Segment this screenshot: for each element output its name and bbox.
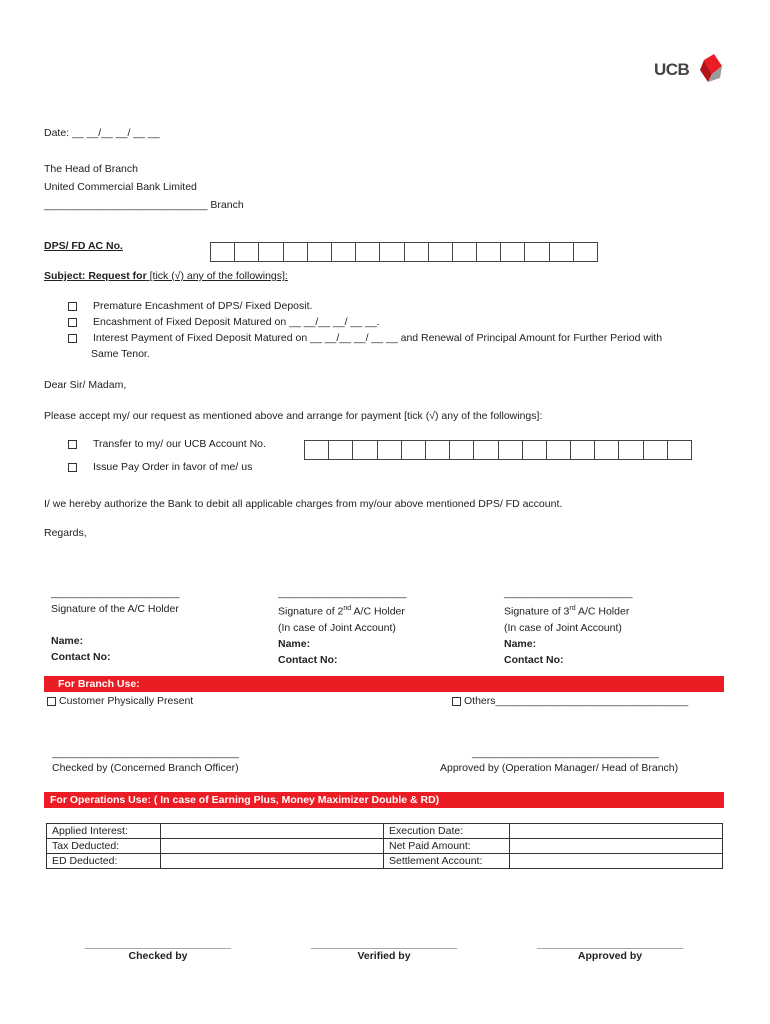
checkbox[interactable] — [68, 334, 77, 343]
digit-box[interactable] — [547, 440, 571, 460]
customer-present-option[interactable]: Customer Physically Present — [47, 695, 193, 707]
logo-text: UCB — [654, 60, 690, 79]
digit-box[interactable] — [644, 440, 668, 460]
subject-option-1[interactable]: Premature Encashment of DPS/ Fixed Deposit. — [68, 300, 312, 312]
signature-title: Signature of 2nd A/C Holder — [278, 605, 405, 618]
signature-holder-2[interactable] — [278, 585, 406, 668]
digit-box[interactable] — [477, 242, 501, 262]
digit-box[interactable] — [211, 242, 235, 262]
table-cell-input[interactable] — [510, 824, 723, 839]
table-row — [47, 854, 723, 869]
subject-label: Subject: Request for — [44, 270, 147, 282]
digit-box[interactable] — [550, 242, 574, 262]
subject-line — [44, 270, 288, 282]
branch-use-header: For Branch Use: — [44, 676, 724, 692]
digit-box[interactable] — [501, 242, 525, 262]
contact-label: Contact No: — [278, 653, 338, 666]
signature-line: _________________________ — [311, 938, 457, 950]
table-cell-label: Applied Interest: — [47, 824, 161, 839]
digit-box[interactable] — [405, 242, 429, 262]
digit-box[interactable] — [474, 440, 498, 460]
table-cell-input[interactable] — [510, 854, 723, 869]
subject-option-2[interactable]: Encashment of Fixed Deposit Matured on __ __/__ __/ __ __. — [68, 316, 380, 328]
salutation: Dear Sir/ Madam, — [44, 379, 127, 391]
signature-label: Approved by — [577, 950, 643, 962]
checkbox[interactable] — [47, 697, 56, 706]
operations-table — [46, 823, 723, 869]
signature-note: (In case of Joint Account) — [278, 621, 396, 634]
footer-approved-by[interactable] — [530, 938, 690, 962]
digit-box[interactable] — [450, 440, 474, 460]
checked-by-label: Checked by (Concerned Branch Officer) — [52, 762, 239, 774]
signature-label: Checked by — [128, 950, 188, 962]
signature-line: _________________________ — [85, 938, 231, 950]
date-line[interactable]: Date: __ __/__ __/ __ __ — [44, 127, 160, 139]
checkbox[interactable] — [68, 302, 77, 311]
checkbox[interactable] — [68, 318, 77, 327]
digit-box[interactable] — [284, 242, 308, 262]
digit-box[interactable] — [402, 440, 426, 460]
table-cell-label: Execution Date: — [384, 824, 510, 839]
digit-box[interactable] — [571, 440, 595, 460]
table-cell-label: ED Deducted: — [47, 854, 161, 869]
table-cell-label: Net Paid Amount: — [384, 839, 510, 854]
account-label: DPS/ FD AC No. — [44, 240, 123, 252]
table-cell-input[interactable] — [161, 824, 384, 839]
footer-verified-by[interactable] — [304, 938, 464, 962]
signature-label: Verified by — [357, 950, 411, 962]
table-row — [47, 839, 723, 854]
transfer-account-boxes[interactable] — [304, 440, 692, 460]
digit-box[interactable] — [380, 242, 404, 262]
digit-box[interactable] — [429, 242, 453, 262]
operations-use-header: For Operations Use: ( In case of Earning Plus, Money Maximizer Double & RD) — [44, 792, 724, 808]
payment-option-payorder[interactable]: Issue Pay Order in favor of me/ us — [68, 461, 252, 473]
approved-by-line[interactable]: ________________________________ — [472, 747, 659, 759]
to-line-2: United Commercial Bank Limited — [44, 181, 197, 193]
account-number-boxes[interactable] — [210, 242, 598, 262]
digit-box[interactable] — [619, 440, 643, 460]
signature-note: (In case of Joint Account) — [504, 621, 622, 634]
payment-option-transfer[interactable]: Transfer to my/ our UCB Account No. — [68, 438, 266, 450]
request-text: Please accept my/ our request as mentioned above and arrange for payment [tick (√) any of the followings]: — [44, 410, 543, 422]
digit-box[interactable] — [523, 440, 547, 460]
signature-title: Signature of the A/C Holder — [51, 603, 179, 615]
checkbox[interactable] — [452, 697, 461, 706]
digit-box[interactable] — [525, 242, 549, 262]
name-label: Name: — [51, 635, 84, 647]
ucb-logo — [654, 52, 724, 86]
digit-box[interactable] — [308, 242, 332, 262]
subject-rest: [tick (√) any of the followings]: — [146, 270, 288, 282]
digit-box[interactable] — [378, 440, 402, 460]
checkbox[interactable] — [68, 463, 77, 472]
signature-holder-1[interactable] — [51, 585, 179, 665]
table-cell-label: Settlement Account: — [384, 854, 510, 869]
subject-option-3-cont: Same Tenor. — [91, 348, 150, 360]
approved-by-label: Approved by (Operation Manager/ Head of Branch) — [440, 762, 679, 774]
digit-box[interactable] — [332, 242, 356, 262]
digit-box[interactable] — [235, 242, 259, 262]
regards: Regards, — [44, 527, 87, 539]
digit-box[interactable] — [574, 242, 598, 262]
subject-option-3[interactable]: Interest Payment of Fixed Deposit Matured on __ __/__ __/ __ __ and Renewal of Principal Amount for Further Period with — [68, 332, 662, 344]
contact-label: Contact No: — [51, 651, 111, 663]
digit-box[interactable] — [356, 242, 380, 262]
others-option[interactable]: Others_________________________________ — [452, 695, 688, 707]
contact-label: Contact No: — [504, 653, 564, 666]
digit-box[interactable] — [353, 440, 377, 460]
branch-line[interactable]: ____________________________ Branch — [44, 199, 244, 211]
signature-line: _________________________ — [537, 938, 683, 950]
digit-box[interactable] — [668, 440, 692, 460]
signature-line: ______________________ — [504, 587, 633, 599]
checked-by-line[interactable]: ________________________________ — [52, 747, 239, 759]
table-cell-input[interactable] — [510, 839, 723, 854]
authorize-text: I/ we hereby authorize the Bank to debit all applicable charges from my/our above mentioned DPS/ FD account. — [44, 498, 563, 510]
digit-box[interactable] — [499, 440, 523, 460]
table-cell-label: Tax Deducted: — [47, 839, 161, 854]
signature-line: ______________________ — [278, 587, 407, 599]
digit-box[interactable] — [453, 242, 477, 262]
signature-line: ______________________ — [51, 587, 180, 599]
checkbox[interactable] — [68, 440, 77, 449]
signature-holder-3[interactable] — [504, 585, 632, 668]
ucb-logo-mark-icon — [692, 52, 726, 86]
table-cell-input[interactable] — [161, 839, 384, 854]
table-row — [47, 824, 723, 839]
name-label: Name: — [278, 637, 311, 650]
digit-box[interactable] — [305, 440, 329, 460]
digit-box[interactable] — [259, 242, 283, 262]
footer-checked-by[interactable] — [78, 938, 238, 962]
table-cell-input[interactable] — [161, 854, 384, 869]
digit-box[interactable] — [595, 440, 619, 460]
digit-box[interactable] — [329, 440, 353, 460]
digit-box[interactable] — [426, 440, 450, 460]
to-line-1: The Head of Branch — [44, 163, 138, 175]
name-label: Name: — [504, 637, 537, 650]
signature-title: Signature of 3rd A/C Holder — [504, 605, 630, 618]
